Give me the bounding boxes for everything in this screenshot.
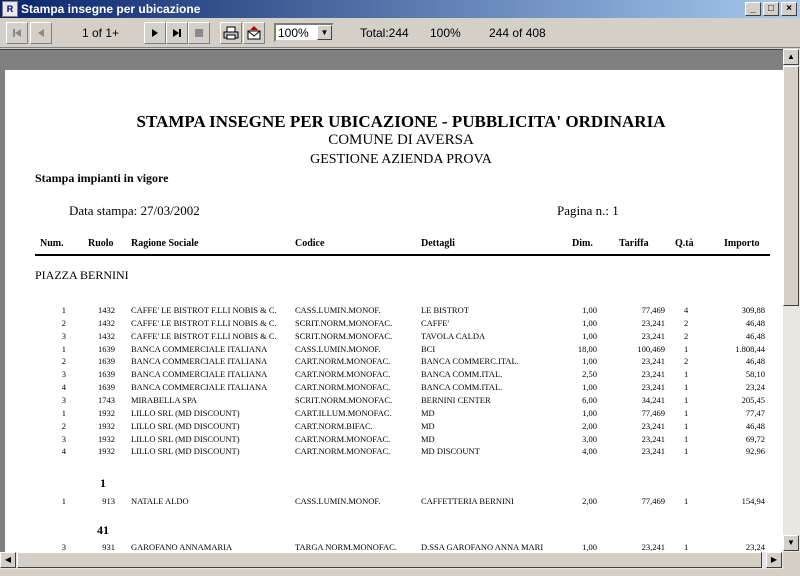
cell-dim: 2,50 — [582, 369, 597, 379]
cell-num: 1 — [61, 344, 66, 354]
cell-codice: CART.NORM.MONOFAC. — [295, 446, 391, 456]
column-header-dettagli: Dettagli — [421, 238, 455, 249]
cell-ruolo: 1932 — [98, 434, 115, 444]
first-page-icon — [11, 27, 23, 39]
cell-tariffa: 23,241 — [641, 369, 665, 379]
cell-num: 3 — [61, 395, 66, 405]
cell-num: 3 — [61, 331, 66, 341]
cell-ragione: BANCA COMMERCIALE ITALIANA — [131, 369, 268, 379]
scroll-left-button[interactable]: ◀ — [0, 552, 16, 568]
cell-ragione: LILLO SRL (MD DISCOUNT) — [131, 408, 240, 418]
cell-dettagli: LE BISTROT — [421, 305, 469, 315]
cell-dettagli: BERNINI CENTER — [421, 395, 491, 405]
column-header-num: Num. — [40, 238, 64, 249]
cell-importo: 77,47 — [745, 408, 765, 418]
cell-codice: CART.NORM.MONOFAC. — [295, 369, 391, 379]
cell-importo: 1.808,44 — [735, 344, 765, 354]
cell-codice: CART.NORM.MONOFAC. — [295, 382, 391, 392]
cell-num: 1 — [61, 305, 66, 315]
report-municipality: COMUNE DI AVERSA — [328, 132, 474, 148]
cell-tariffa: 23,241 — [641, 382, 665, 392]
cell-num: 4 — [61, 382, 66, 392]
app-icon[interactable]: R — [2, 1, 18, 17]
cell-tariffa: 23,241 — [641, 542, 665, 552]
cell-tariffa: 77,469 — [641, 305, 665, 315]
cell-tariffa: 77,469 — [641, 496, 665, 506]
cell-tariffa: 100,469 — [637, 344, 665, 354]
cell-num: 2 — [61, 356, 66, 366]
stop-button[interactable] — [188, 22, 210, 44]
column-header-tariffa: Tariffa — [619, 238, 649, 249]
column-header-dim: Dim. — [572, 238, 593, 249]
zoom-value: 100% — [278, 26, 309, 40]
next-page-button[interactable] — [144, 22, 166, 44]
vertical-scrollbar[interactable] — [783, 49, 800, 552]
cell-ruolo: 1639 — [98, 369, 115, 379]
cell-ruolo: 1932 — [98, 446, 115, 456]
cell-ruolo: 931 — [102, 542, 115, 552]
cell-codice: CART.NORM.MONOFAC. — [295, 356, 391, 366]
cell-importo: 154,94 — [741, 496, 765, 506]
title-bar[interactable] — [0, 0, 800, 18]
first-page-button[interactable] — [6, 22, 28, 44]
cell-dettagli: CAFFE' — [421, 318, 449, 328]
cell-ragione: GAROFANO ANNAMARIA — [131, 542, 233, 552]
cell-dettagli: MD — [421, 434, 435, 444]
report-viewport[interactable] — [0, 49, 783, 552]
cell-dim: 1,00 — [582, 318, 597, 328]
cell-tariffa: 77,469 — [641, 408, 665, 418]
cell-ruolo: 1932 — [98, 408, 115, 418]
cell-ragione: BANCA COMMERCIALE ITALIANA — [131, 344, 268, 354]
cell-codice: TARGA NORM.MONOFAC. — [295, 542, 397, 552]
table-row — [5, 408, 783, 420]
cell-ruolo: 1639 — [98, 344, 115, 354]
cell-ruolo: 1639 — [98, 356, 115, 366]
total-count: Total:244 — [360, 26, 409, 40]
cell-qta: 1 — [684, 382, 689, 392]
vertical-scroll-thumb[interactable] — [783, 66, 799, 306]
cell-ruolo: 1743 — [98, 395, 115, 405]
cell-dettagli: MD — [421, 421, 435, 431]
cell-ruolo: 1932 — [98, 421, 115, 431]
cell-ragione: MIRABELLA SPA — [131, 395, 198, 405]
cell-num: 4 — [61, 446, 66, 456]
column-header-codice: Codice — [295, 238, 325, 249]
cell-dim: 4,00 — [582, 446, 597, 456]
table-row — [5, 421, 783, 433]
page-indicator: 1 of 1+ — [82, 26, 120, 40]
cell-ruolo: 1432 — [98, 318, 115, 328]
cell-qta: 1 — [684, 421, 689, 431]
cell-ruolo: 913 — [102, 496, 115, 506]
previous-page-icon — [35, 27, 47, 39]
printer-icon — [223, 26, 239, 40]
cell-qta: 1 — [684, 446, 689, 456]
cell-dim: 6,00 — [582, 395, 597, 405]
print-button[interactable] — [220, 22, 242, 44]
cell-tariffa: 23,241 — [641, 434, 665, 444]
record-count: 244 of 408 — [489, 26, 546, 40]
toolbar — [0, 18, 800, 48]
cell-dim: 1,00 — [582, 305, 597, 315]
cell-num: 2 — [61, 421, 66, 431]
minimize-button[interactable]: _ — [745, 2, 761, 16]
subgroup-label: 1 — [100, 476, 106, 490]
cell-ragione: BANCA COMMERCIALE ITALIANA — [131, 382, 268, 392]
cell-importo: 23,24 — [745, 542, 765, 552]
report-title: STAMPA INSEGNE PER UBICAZIONE - PUBBLICITA' ORDINARIA — [136, 112, 666, 131]
cell-dettagli: D.SSA GAROFANO ANNA MARI — [421, 542, 544, 552]
close-button[interactable]: × — [781, 2, 797, 16]
page-number: Pagina n.: 1 — [557, 203, 619, 218]
cell-qta: 2 — [684, 331, 689, 341]
cell-dettagli: MD DISCOUNT — [421, 446, 480, 456]
report-company: GESTIONE AZIENDA PROVA — [310, 152, 492, 167]
table-row — [5, 318, 783, 330]
column-header-ragione: Ragione Sociale — [131, 238, 199, 249]
cell-ragione: CAFFE' LE BISTROT F.LLI NOBIS & C. — [131, 318, 277, 328]
column-header-qta: Q.tà — [675, 238, 694, 249]
cell-tariffa: 23,241 — [641, 446, 665, 456]
table-row — [5, 331, 783, 343]
print-date: Data stampa: 27/03/2002 — [69, 203, 200, 218]
chevron-down-icon[interactable]: ▼ — [317, 25, 332, 40]
cell-importo: 46,48 — [745, 331, 765, 341]
table-row — [5, 382, 783, 394]
window-title: Stampa insegne per ubicazione — [21, 2, 201, 16]
cell-ruolo: 1639 — [98, 382, 115, 392]
cell-qta: 1 — [684, 369, 689, 379]
cell-dim: 2,00 — [582, 496, 597, 506]
cell-ragione: NATALE ALDO — [131, 496, 189, 506]
status-strip — [0, 569, 800, 576]
cell-codice: CASS.LUMIN.MONOF. — [295, 344, 381, 354]
cell-dettagli: BANCA COMMERC.ITAL. — [421, 356, 519, 366]
cell-qta: 1 — [684, 408, 689, 418]
cell-dim: 1,00 — [582, 408, 597, 418]
last-page-button[interactable] — [166, 22, 188, 44]
cell-num: 2 — [61, 318, 66, 328]
cell-dettagli: MD — [421, 408, 435, 418]
cell-dim: 2,00 — [582, 421, 597, 431]
cell-num: 1 — [61, 408, 66, 418]
cell-importo: 309,88 — [741, 305, 765, 315]
table-row — [5, 542, 783, 552]
cell-qta: 1 — [684, 395, 689, 405]
cell-ragione: BANCA COMMERCIALE ITALIANA — [131, 356, 268, 366]
maximize-button[interactable]: □ — [763, 2, 779, 16]
cell-importo: 46,48 — [745, 421, 765, 431]
cell-importo: 46,48 — [745, 356, 765, 366]
cell-importo: 205,45 — [741, 395, 765, 405]
stop-icon — [193, 27, 205, 39]
cell-importo: 92,96 — [745, 446, 765, 456]
cell-importo: 69,72 — [745, 434, 765, 444]
column-header-ruolo: Ruolo — [88, 238, 114, 249]
cell-importo: 23,24 — [745, 382, 765, 392]
cell-dim: 3,00 — [582, 434, 597, 444]
cell-dettagli: BANCA COMM.ITAL. — [421, 382, 503, 392]
scrollbar-corner — [783, 552, 800, 569]
cell-tariffa: 23,241 — [641, 331, 665, 341]
cell-qta: 2 — [684, 318, 689, 328]
cell-dim: 1,00 — [582, 356, 597, 366]
scroll-up-button[interactable]: ▲ — [783, 49, 799, 65]
cell-ragione: LILLO SRL (MD DISCOUNT) — [131, 421, 240, 431]
last-page-icon — [171, 27, 183, 39]
table-row — [5, 496, 783, 508]
zoom-select[interactable] — [274, 23, 334, 42]
scroll-down-button[interactable]: ▼ — [783, 535, 799, 551]
next-page-icon — [149, 27, 161, 39]
horizontal-scroll-thumb[interactable] — [17, 552, 762, 568]
cell-tariffa: 23,241 — [641, 421, 665, 431]
cell-dettagli: BANCA COMM.ITAL. — [421, 369, 503, 379]
cell-num: 1 — [61, 496, 66, 506]
cell-dettagli: CAFFETTERIA BERNINI — [421, 496, 514, 506]
cell-dettagli: BCI — [421, 344, 436, 354]
previous-page-button[interactable] — [30, 22, 52, 44]
cell-tariffa: 34,241 — [641, 395, 665, 405]
cell-dim: 18,00 — [577, 344, 597, 354]
cell-ragione: CAFFE' LE BISTROT F.LLI NOBIS & C. — [131, 305, 277, 315]
cell-qta: 1 — [684, 496, 689, 506]
cell-ruolo: 1432 — [98, 331, 115, 341]
table-row — [5, 434, 783, 446]
cell-codice: CASS.LUMIN.MONOF. — [295, 305, 381, 315]
subgroup-label: 41 — [97, 523, 109, 537]
group-title: PIAZZA BERNINI — [35, 268, 129, 282]
cell-importo: 46,48 — [745, 318, 765, 328]
table-row — [5, 344, 783, 356]
table-row — [5, 356, 783, 368]
cell-num: 3 — [61, 434, 66, 444]
cell-dim: 1,00 — [582, 382, 597, 392]
cell-codice: CASS.LUMIN.MONOF. — [295, 496, 381, 506]
cell-qta: 4 — [684, 305, 689, 315]
cell-dim: 1,00 — [582, 542, 597, 552]
cell-qta: 1 — [684, 344, 689, 354]
report-section-label: Stampa impianti in vigore — [35, 171, 169, 185]
header-divider — [35, 254, 770, 256]
table-row — [5, 395, 783, 407]
cell-codice: SCRIT.NORM.MONOFAC. — [295, 318, 393, 328]
horizontal-scrollbar[interactable] — [0, 552, 783, 569]
cell-qta: 1 — [684, 542, 689, 552]
cell-tariffa: 23,241 — [641, 356, 665, 366]
cell-num: 3 — [61, 369, 66, 379]
cell-codice: CART.NORM.MONOFAC. — [295, 434, 391, 444]
cell-dim: 1,00 — [582, 331, 597, 341]
cell-num: 3 — [61, 542, 66, 552]
cell-ragione: LILLO SRL (MD DISCOUNT) — [131, 434, 240, 444]
table-row — [5, 305, 783, 317]
cell-tariffa: 23,241 — [641, 318, 665, 328]
cell-codice: CART.ILLUM.MONOFAC. — [295, 408, 392, 418]
table-row — [5, 369, 783, 381]
cell-ragione: CAFFE' LE BISTROT F.LLI NOBIS & C. — [131, 331, 277, 341]
percent-done: 100% — [430, 26, 461, 40]
cell-codice: CART.NORM.BIFAC. — [295, 421, 373, 431]
cell-codice: SCRIT.NORM.MONOFAC. — [295, 331, 393, 341]
table-row — [5, 446, 783, 458]
cell-dettagli: TAVOLA CALDA — [421, 331, 486, 341]
cell-qta: 1 — [684, 434, 689, 444]
cell-ruolo: 1432 — [98, 305, 115, 315]
cell-ragione: LILLO SRL (MD DISCOUNT) — [131, 446, 240, 456]
cell-importo: 58,10 — [745, 369, 765, 379]
cell-qta: 2 — [684, 356, 689, 366]
scroll-right-button[interactable]: ▶ — [766, 552, 782, 568]
column-header-importo: Importo — [724, 238, 760, 249]
report-page — [5, 70, 783, 552]
cell-codice: SCRIT.NORM.MONOFAC. — [295, 395, 393, 405]
export-button[interactable] — [243, 22, 265, 44]
export-icon — [246, 26, 262, 40]
